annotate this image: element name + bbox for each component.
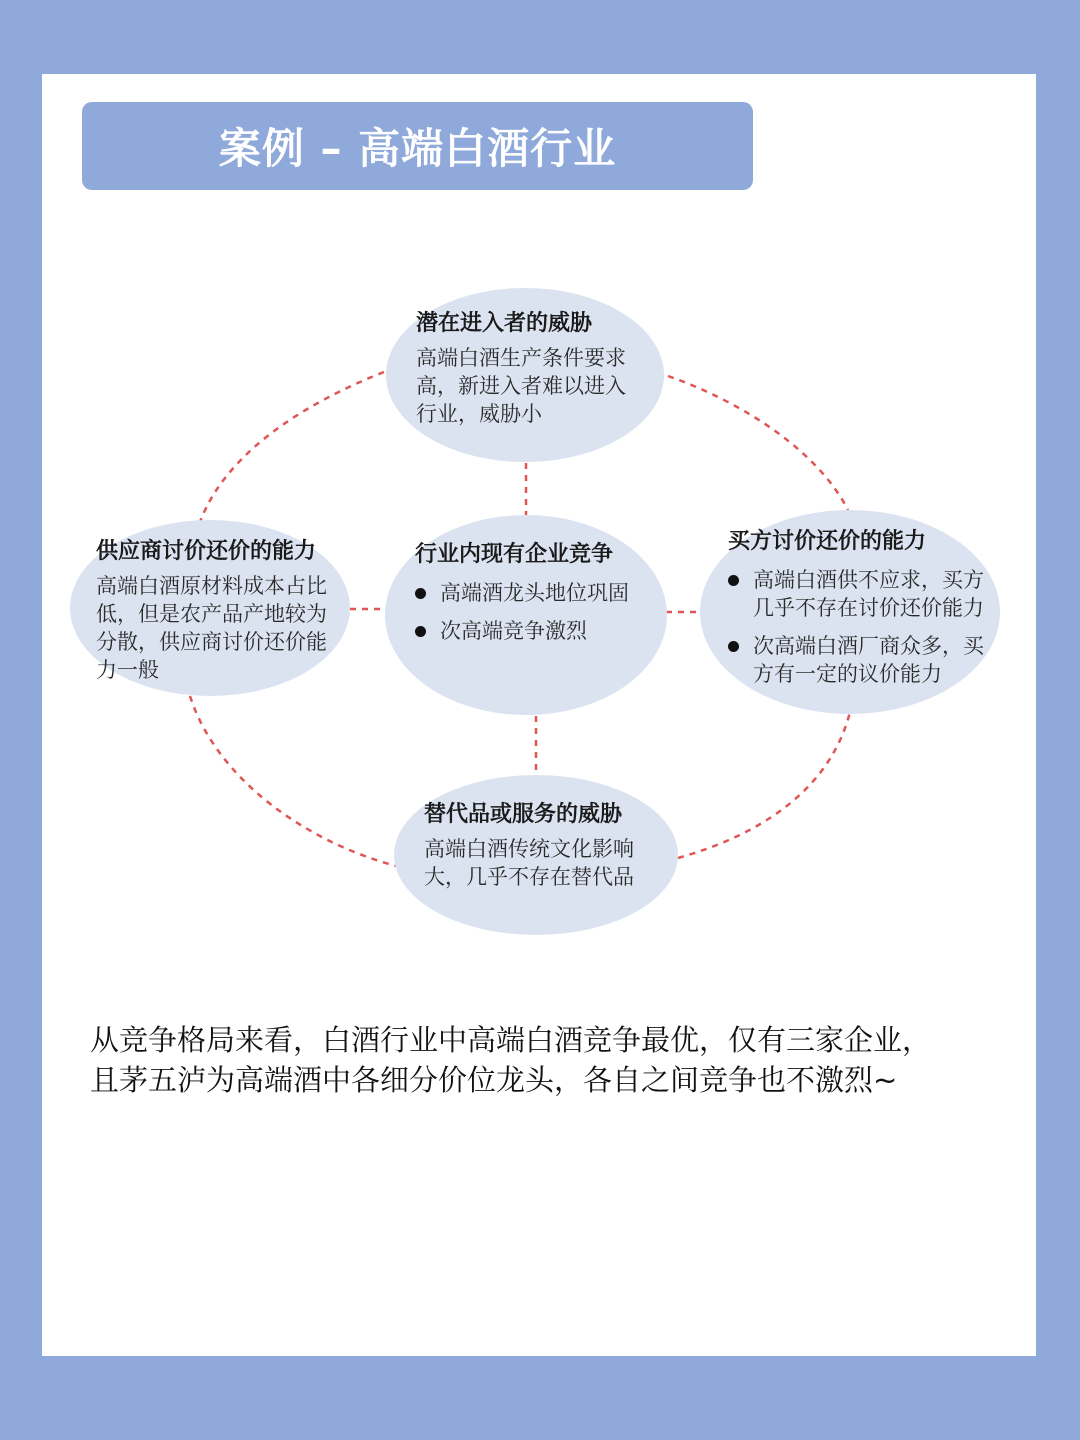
node-buyer-power <box>700 510 1000 714</box>
node-bottom-title: 替代品或服务的威胁 <box>424 801 623 827</box>
connector-bottom-left <box>190 696 396 866</box>
node-supplier-power <box>70 520 350 696</box>
bullet-icon <box>415 626 426 637</box>
summary-line-1: 从竞争格局来看，白酒行业中高端白酒竞争最优，仅有三家企业， <box>90 1023 932 1057</box>
bullet-icon <box>728 641 739 652</box>
node-left-description: 高端白酒原材料成本占比低，但是农产品产地较为分散，供应商讨价还价能力一般 <box>96 574 327 682</box>
list-item <box>728 566 990 622</box>
list-item <box>415 617 653 645</box>
list-item <box>415 579 653 607</box>
summary-text <box>90 1020 1020 1100</box>
node-potential-entrants <box>386 288 664 462</box>
node-top-title: 潜在进入者的威胁 <box>416 310 593 336</box>
node-substitutes <box>394 775 678 935</box>
connector-top-right <box>668 376 848 510</box>
node-top-description: 高端白酒生产条件要求高，新进入者难以进入行业，威胁小 <box>416 346 626 426</box>
bullet-text: 高端白酒供不应求，买方几乎不存在讨价还价能力 <box>753 568 984 620</box>
page-title: 案例 – 高端白酒行业 <box>218 124 617 173</box>
bullet-text: 次高端白酒厂商众多，买方有一定的议价能力 <box>753 634 984 686</box>
bullet-icon <box>415 588 426 599</box>
node-right-title: 买方讨价还价的能力 <box>728 528 927 554</box>
connector-bottom-right <box>678 712 850 858</box>
node-left-title: 供应商讨价还价的能力 <box>96 538 317 564</box>
node-industry-rivalry <box>385 515 667 715</box>
connector-top-left <box>200 372 384 522</box>
list-item <box>728 632 990 688</box>
bullet-text: 次高端竞争激烈 <box>440 619 587 643</box>
node-bottom-description: 高端白酒传统文化影响大，几乎不存在替代品 <box>424 837 634 889</box>
summary-line-2: 且茅五泸为高端酒中各细分价位龙头，各自之间竞争也不激烈~ <box>90 1063 898 1097</box>
node-center-title: 行业内现有企业竞争 <box>415 541 614 567</box>
bullet-text: 高端酒龙头地位巩固 <box>440 581 629 605</box>
bullet-icon <box>728 575 739 586</box>
